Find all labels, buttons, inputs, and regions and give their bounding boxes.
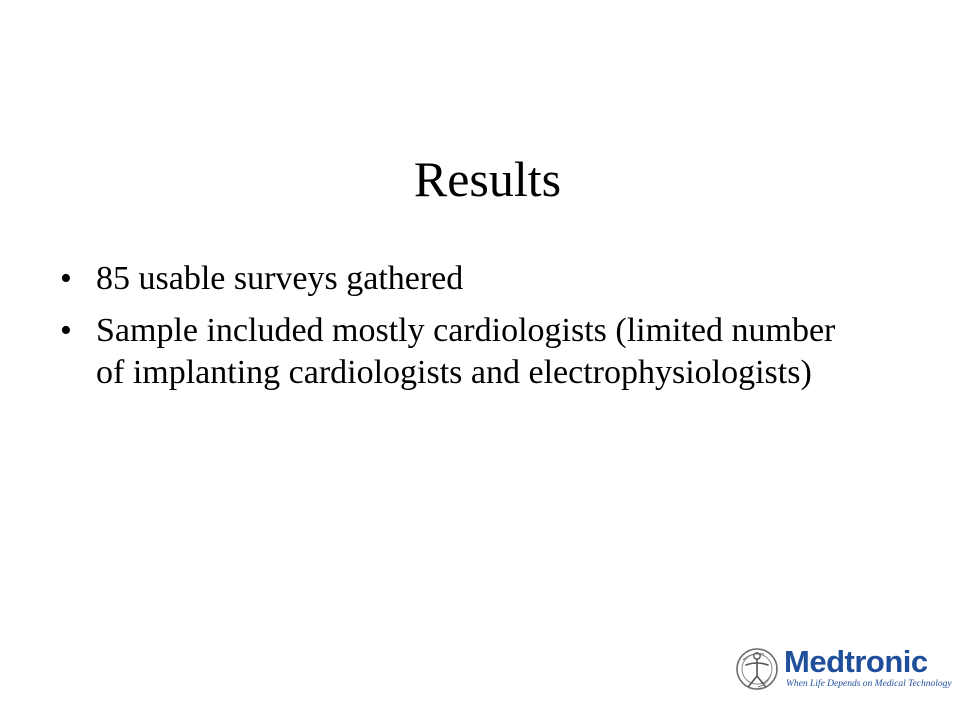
bullet-list	[60, 258, 860, 404]
bullet-item	[60, 258, 860, 300]
bullet-item	[60, 310, 860, 394]
medtronic-logo	[734, 644, 952, 694]
logo-tagline: When Life Depends on Medical Technology	[786, 679, 952, 689]
bullet-text: 85 usable surveys gathered	[96, 260, 464, 297]
medtronic-figure-icon	[734, 646, 780, 692]
bullet-icon: •	[60, 312, 72, 349]
logo-wordmark: Medtronic	[784, 644, 928, 679]
slide-title: Results	[413, 151, 562, 207]
bullet-text: Sample included mostly cardiologists (limited number of implanting cardiologists and electrophysiologists)	[96, 312, 836, 391]
bullet-icon: •	[60, 260, 72, 297]
